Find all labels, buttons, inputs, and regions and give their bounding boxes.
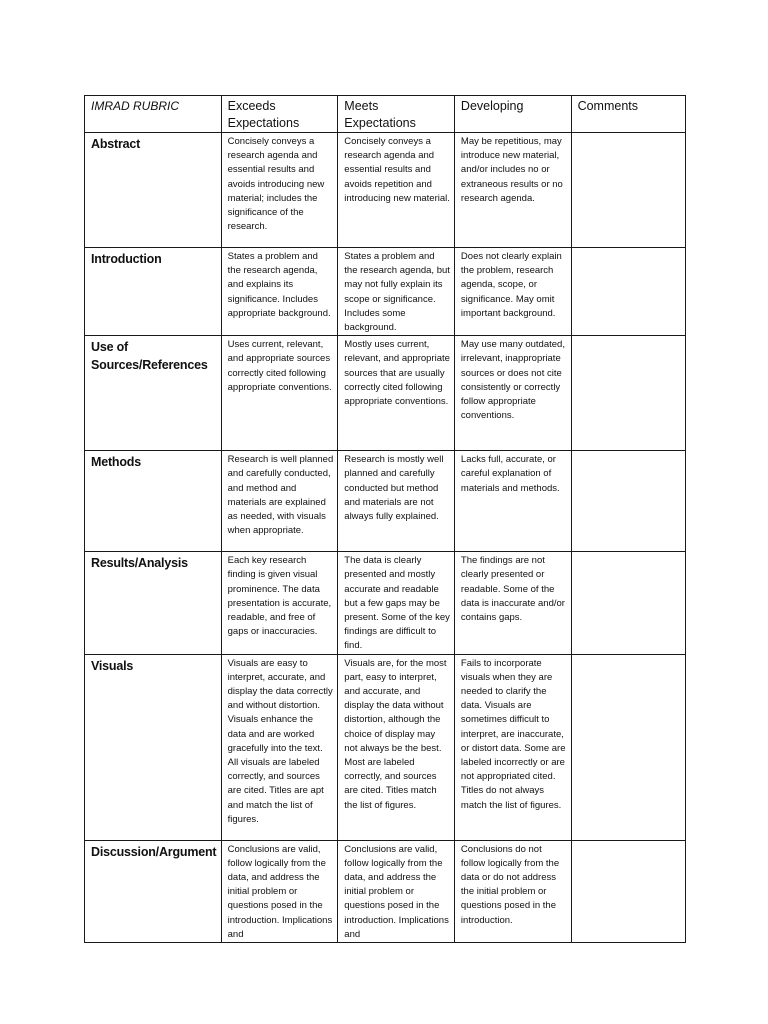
row-label-cell: [85, 840, 222, 942]
meets-text: States a problem and the research agenda, but may not fully explain its scope or significance. Includes some background.: [344, 251, 450, 334]
row-label: Abstract: [91, 137, 141, 151]
meets-text: The data is clearly presented and mostly accurate and readable but a few gaps may be present. Some of the key findings are difficult to find.: [344, 555, 450, 652]
exceeds-cell: [221, 654, 338, 840]
meets-cell: [338, 133, 455, 248]
meets-text: Visuals are, for the most part, easy to interpret, and accurate, and display the data without distortion, although the choice of display may not always be the best. Most are labeled correctly, and sources are cited. Titles match the list of figures.: [344, 657, 447, 811]
exceeds-text: Conclusions are valid, follow logically from the data, and address the initial problem or questions posed in the introduction. Implications and: [227, 843, 333, 940]
developing-cell: [454, 248, 571, 336]
exceeds-text: States a problem and the research agenda, and explains its significance. Includes appropriate background.: [227, 251, 331, 319]
table-row: [85, 451, 686, 552]
developing-cell: [454, 133, 571, 248]
comments-cell: [571, 133, 685, 248]
meets-text: Concisely conveys a research agenda and essential results and avoids repetition and introducing new material.: [344, 136, 450, 204]
exceeds-text: Each key research finding is given visual prominence. The data presentation is accurate, readable, and free of gaps or inaccuracies.: [227, 555, 332, 638]
developing-cell: [454, 451, 571, 552]
row-label-cell: [85, 133, 222, 248]
header-title-cell: [85, 96, 222, 133]
comments-cell: [571, 552, 685, 654]
header-comments-cell: [571, 96, 685, 133]
row-label: Results/Analysis: [91, 556, 188, 571]
developing-text: Conclusions do not follow logically from the data or do not address the initial problem or questions posed in the introduction.: [460, 843, 560, 926]
developing-text: May be repetitious, may introduce new material, and/or includes no or extraneous results or no research agenda.: [460, 136, 563, 204]
table-row: [85, 654, 686, 840]
table-row: [85, 133, 686, 248]
header-row: [85, 96, 686, 133]
exceeds-cell: [221, 133, 338, 248]
meets-cell: [338, 336, 455, 451]
exceeds-text: Visuals are easy to interpret, accurate, and display the data correctly and without distortion. Visuals enhance the data and are worked gracefully into the text. All visuals are labeled correctly, and sources are cited. Titles are apt and match the list of figures.: [227, 657, 333, 825]
row-label: Use of Sources/References: [91, 340, 208, 373]
header-exceeds: Exceeds Expectations: [227, 99, 300, 130]
header-developing-cell: [454, 96, 571, 133]
developing-text: Fails to incorporate visuals when they are needed to clarify the data. Visuals are sometimes difficult to interpret, are inaccurate, or distort data. Some are labeled incorrectly or are not appropriated cited. Titles do not always match the list of figures.: [460, 657, 566, 811]
developing-cell: [454, 840, 571, 942]
exceeds-text: Research is well planned and carefully conducted, and method and materials are explained as needed, with visuals when appropriate.: [227, 454, 334, 537]
exceeds-cell: [221, 451, 338, 552]
comments-cell: [571, 451, 685, 552]
comments-cell: [571, 248, 685, 336]
comments-cell: [571, 336, 685, 451]
row-label-cell: [85, 248, 222, 336]
meets-cell: [338, 654, 455, 840]
rubric-title: IMRAD RUBRIC: [91, 99, 180, 113]
exceeds-text: Uses current, relevant, and appropriate sources correctly cited following appropriate conventions.: [227, 339, 332, 393]
meets-cell: [338, 840, 455, 942]
row-label: Visuals: [91, 658, 134, 673]
row-label-cell: [85, 336, 222, 451]
exceeds-text: Concisely conveys a research agenda and essential results and avoids introducing new material; includes the significance of the research.: [227, 136, 325, 233]
developing-text: The findings are not clearly presented or readable. Some of the data is inaccurate and/or contains gaps.: [460, 555, 565, 624]
row-label: Discussion/Argument: [91, 844, 217, 859]
row-label-cell: [85, 552, 222, 654]
meets-text: Research is mostly well planned and carefully conducted but method and materials are not always fully explained.: [344, 454, 444, 523]
developing-text: Does not clearly explain the problem, research agenda, scope, or significance. May omit important background.: [460, 251, 562, 319]
table-row: [85, 552, 686, 654]
comments-cell: [571, 840, 685, 942]
developing-text: May use many outdated, irrelevant, inappropriate sources or does not cite consistently or correctly follow appropriate conventions.: [460, 339, 565, 422]
developing-cell: [454, 336, 571, 451]
meets-text: Mostly uses current, relevant, and appropriate sources that are usually correctly cited following appropriate conventions.: [344, 339, 450, 408]
exceeds-cell: [221, 552, 338, 654]
row-label-cell: [85, 451, 222, 552]
exceeds-cell: [221, 248, 338, 336]
meets-cell: [338, 451, 455, 552]
header-exceeds-cell: [221, 96, 338, 133]
developing-cell: [454, 654, 571, 840]
exceeds-cell: [221, 336, 338, 451]
table-row: [85, 840, 686, 942]
developing-text: Lacks full, accurate, or careful explanation of materials and methods.: [460, 454, 560, 494]
header-comments: Comments: [577, 99, 638, 113]
meets-cell: [338, 248, 455, 336]
table-row: [85, 248, 686, 336]
header-meets-cell: [338, 96, 455, 133]
exceeds-cell: [221, 840, 338, 942]
header-developing: Developing: [460, 99, 524, 113]
developing-cell: [454, 552, 571, 654]
imrad-rubric-table: [84, 95, 686, 943]
row-label: Methods: [91, 455, 141, 470]
row-label: Introduction: [91, 252, 162, 266]
meets-text: Conclusions are valid, follow logically from the data, and address the initial problem or questions posed in the introduction. Implications and: [344, 843, 449, 940]
meets-cell: [338, 552, 455, 654]
table-row: [85, 336, 686, 451]
row-label-cell: [85, 654, 222, 840]
comments-cell: [571, 654, 685, 840]
header-meets: Meets Expectations: [344, 99, 416, 130]
